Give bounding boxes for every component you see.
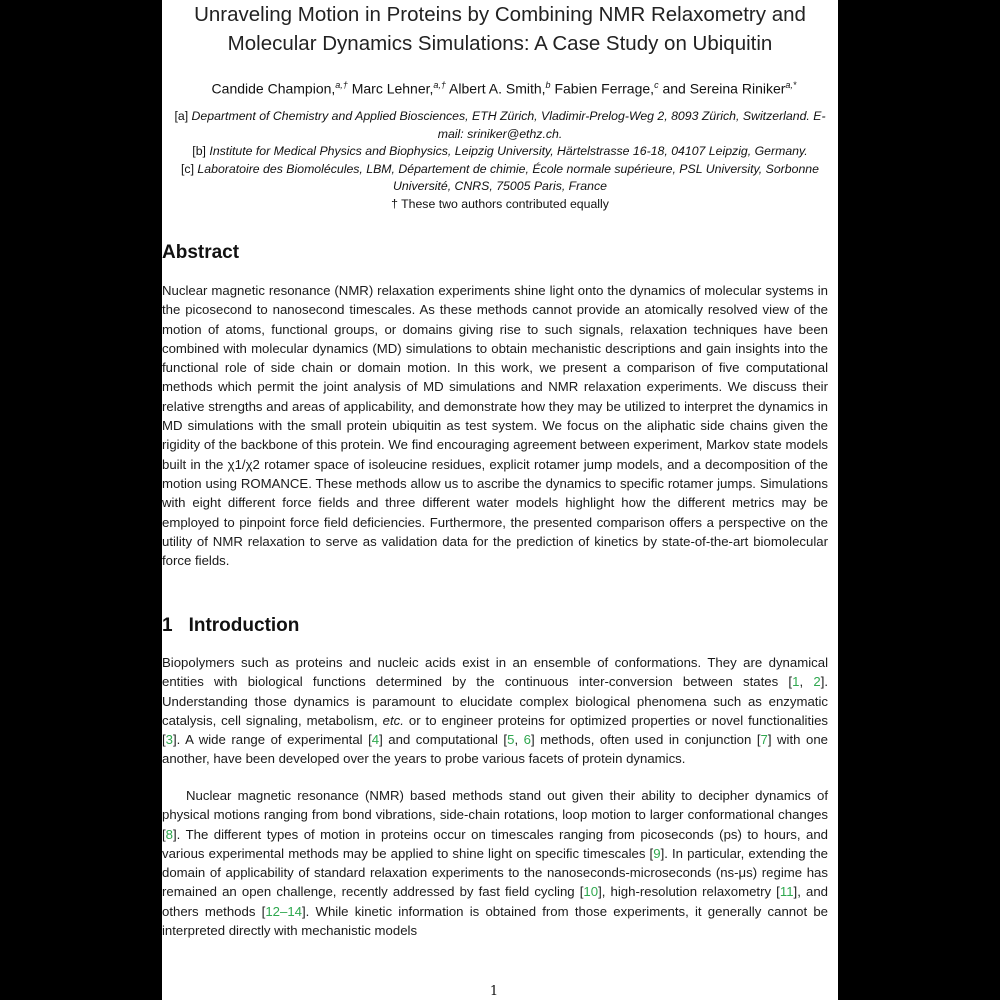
text-run: ] methods, often used in conjunction [ (530, 732, 761, 748)
title-line-2: Molecular Dynamics Simulations: A Case Study on Ubiquitin (227, 32, 773, 55)
citation-link[interactable]: 2 (813, 674, 821, 690)
affiliation-label: [c] (181, 161, 194, 176)
text-run: etc. (382, 712, 404, 728)
text-run: Nuclear magnetic resonance (NMR) based methods stand out given their ability to decipher dynamics of physical motions ranging from bond vibrations, side-chain rotations, loop motion to larger conformational changes [ (162, 788, 828, 842)
text-run: ]. Understanding those dynamics is paramount to elucidate complex biological phenomena such as enzymatic catalysis, cell signaling, metabolism, (162, 674, 829, 728)
text-run: ]. In particular, extending the domain of applicability of standard relaxation experiments to the nanoseconds-microseconds (ns-μs) regime has remained an open challenge, recently addressed by fast field cycling [ (162, 845, 828, 900)
text-run: ], and others methods [ (162, 884, 828, 919)
citation-link[interactable]: 3 (165, 732, 174, 748)
text-run: or to engineer proteins for optimized properties or novel functionalities [ (162, 712, 829, 748)
paper-title (162, 0, 838, 58)
citation-link[interactable]: 7 (760, 732, 768, 748)
text-run: ] with one another, have been developed over the years to probe various facets of protein dynamics. (162, 732, 829, 767)
author-affil-mark: b (545, 80, 551, 90)
author-affil-mark: a,* (785, 80, 797, 90)
citation-link[interactable]: 8 (165, 826, 174, 842)
citation-link[interactable]: 4 (371, 732, 380, 748)
citation-link[interactable]: 11 (779, 884, 794, 900)
text-run: Biopolymers such as proteins and nucleic acids exist in an ensemble of conformations. They are dynamical entities with biological functions determined by the continuous inter-conversion between states [ (162, 655, 828, 690)
paper-page (162, 0, 838, 1000)
affiliation-label: [a] (174, 109, 189, 123)
text-run: ]. While kinetic information is obtained from those experiments, it generally cannot be interpreted directly with mechanistic models (162, 903, 828, 939)
section-title: Introduction (188, 615, 300, 636)
section-number: 1 (162, 615, 173, 636)
text-run: ]. A wide range of experimental [ (173, 732, 372, 748)
title-line-1: Unraveling Motion in Proteins by Combining NMR Relaxometry and (194, 3, 806, 26)
affiliation-text: Department of Chemistry and Applied Biosciences, ETH Zürich, Vladimir-Prelog-Weg 2, 8093 Zürich, Switzerland. E-mail: sriniker@ethz.ch. (191, 109, 826, 141)
affiliation-c (162, 161, 838, 196)
affiliation-a (162, 108, 838, 143)
citation-link[interactable]: 1 (792, 674, 800, 690)
author-name: Fabien Ferrage, (550, 80, 655, 97)
affiliation-b (162, 143, 838, 161)
author-name: Candide Champion, (211, 80, 336, 97)
author-name: Marc Lehner, (347, 80, 434, 97)
citation-link[interactable]: 5 (507, 732, 515, 748)
abstract-heading: Abstract (162, 242, 240, 263)
page-number: 1 (489, 984, 499, 999)
author-affil-mark: c (654, 80, 659, 90)
affiliation-text: Laboratoire des Biomolécules, LBM, Département de chimie, École normale supérieure, PSL University, Sorbonne Université, CNRS, 75005 Paris, France (197, 161, 819, 193)
author-name: and Sereina Riniker (658, 80, 786, 97)
equal-contribution-note: † These two authors contributed equally (391, 196, 609, 211)
introduction-heading (162, 615, 299, 637)
introduction-paragraph-2 (162, 786, 828, 940)
author-affil-mark: a,† (335, 80, 348, 90)
author-affil-mark: a,† (433, 80, 446, 90)
citation-link[interactable]: 9 (653, 845, 661, 861)
affiliations (162, 108, 838, 213)
citation-link[interactable]: 6 (523, 732, 531, 748)
text-run: , (799, 674, 814, 690)
citation-link[interactable]: 10 (583, 884, 599, 900)
affiliation-label: [b] (192, 144, 206, 158)
text-run: ], high-resolution relaxometry [ (598, 884, 780, 900)
citation-link[interactable]: 12–14 (265, 903, 302, 919)
text-run: ] and computational [ (379, 732, 508, 748)
abstract-paragraph: Nuclear magnetic resonance (NMR) relaxation experiments shine light onto the dynamics of molecular systems in the picosecond to nanosecond timescales. As these methods cannot provide an atomically resolved view of the motion of atoms, functional groups, or domains giving rise to such signals, relaxation techniques have been combined with molecular dynamics (MD) simulations to obtain mechanistic descriptions and gain insights into the functional role of side chain or domain motion. In this work, we present a comparison of five computational methods which permit the joint analysis of MD simulations and NMR relaxation experiments. We discuss their relative strengths and areas of applicability, and demonstrate how they may be utilized to interpret the dynamics in MD simulations with the small protein ubiquitin as test system. We focus on the aliphatic side chains given the rigidity of the backbone of this protein. We find encouraging agreement between experiment, Markov state models built in the χ1/χ2 rotamer space of isoleucine residues, explicit rotamer jump models, and a decomposition of the motion using ROMANCE. These methods allow us to ascribe the dynamics to specific rotamer jumps. Simulations with eight different force fields and three different water models highlight how the different metrics may be employed to pinpoint force field deficiencies. Furthermore, the presented comparison offers a perspective on the utility of NMR relaxation to serve as validation data for the prediction of kinetics by state-of-the-art biomolecular force fields. (162, 283, 828, 569)
text-run: ]. The different types of motion in proteins occur on timescales ranging from picoseconds (ps) to hours, and various experimental methods may be applied to shine light on specific timescales [ (162, 826, 828, 861)
author-name: Albert A. Smith, (445, 80, 546, 97)
text-run: , (514, 732, 524, 748)
affiliation-text: Institute for Medical Physics and Biophysics, Leipzig University, Härtelstrasse 16-18, 04107 Leipzig, Germany. (209, 144, 808, 158)
author-list (162, 75, 838, 99)
introduction-paragraph-1 (162, 653, 828, 769)
